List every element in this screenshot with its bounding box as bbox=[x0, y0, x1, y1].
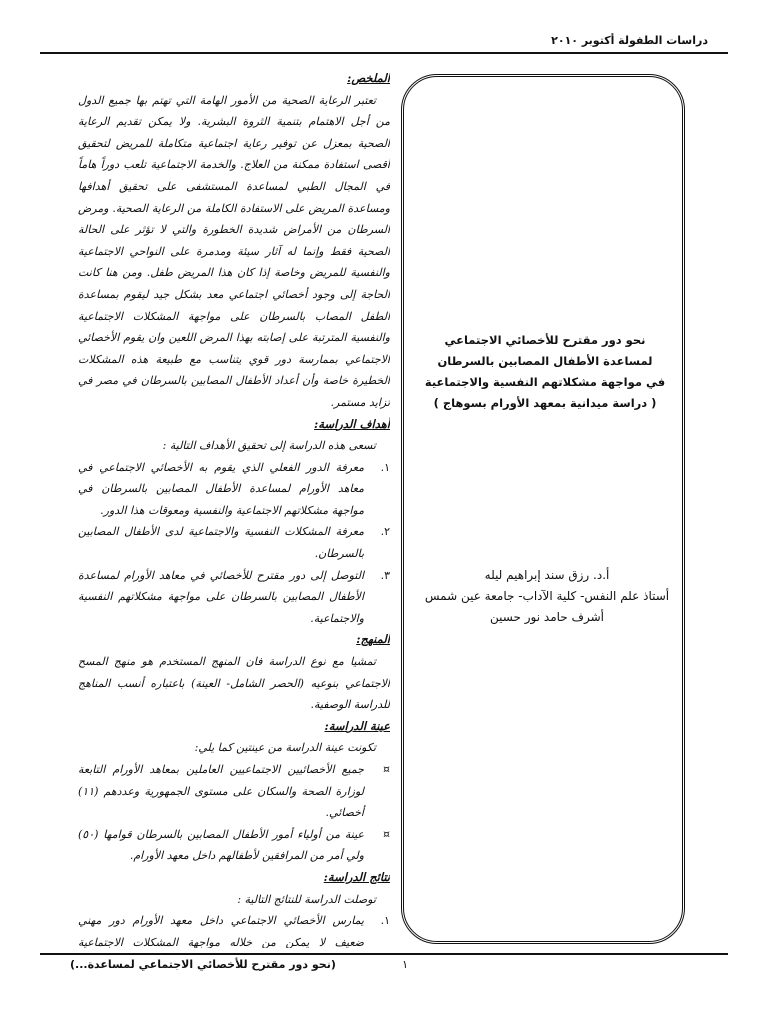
method-text: تمشيا مع نوع الدراسة فان المنهج المستخدم هو منهج المسح الاجتماعي بنوعيه (الحصر الشامل- العينة) باعتباره أنسب المناهج للدراسة الوصفية. bbox=[78, 655, 390, 712]
objectives-list bbox=[78, 457, 390, 630]
author-affiliation: أستاذ علم النفس- كلية الآداب- جامعة عين شمس bbox=[424, 589, 670, 603]
running-title: (نحو دور مقترح للأخصائي الاجتماعي لمساعدة...) bbox=[70, 958, 336, 971]
title-line: في مواجهة مشكلاتهم النفسية والاجتماعية bbox=[424, 375, 666, 389]
abstract-text: تعتبر الرعاية الصحية من الأمور الهامة التي تهتم بها جميع الدول من أجل الاهتمام بتنمية الثروة البشرية. ولا يمكن تقديم الرعاية الصحية بمعزل عن توفير رعاية اجتماعية متكاملة للمريض لتحقيق أقصى استفادة ممكنة من العلاج. والخدمة الاجتماعية تلعب دوراً هاماً في المجال الطبي لمساعدة المستشفى على تحقيق أهدافها ومساعدة المريض على الاستفادة الكاملة من الرعاية الصحية. ومرض السرطان من الأمراض شديدة الخطورة والتي لا تؤثر على الحالة الصحية فقط وإنما له آثار سيئة ومدمرة على النواحي الاجتماعية والنفسية للمريض وخاصة إذا كان هذا المريض طفل. ومن هنا كانت الحاجة إلى وجود أخصائي اجتماعي معد بشكل جيد ليقوم بمساعدة الطفل المصاب بالسرطان على مواجهة المشكلات الاجتماعية والنفسية المترتبة على إصابته بهذا المرض اللعين وان يقوم الأخصائي الاجتماعي بممارسة دور قوي يتناسب مع طبيعة هذه المشكلات الخطيرة خاصة وأن أعداد الأطفال المصابين بالسرطان في مصر في تزايد مستمر. bbox=[78, 93, 390, 409]
list-item bbox=[78, 565, 390, 630]
bullet-icon: ¤ bbox=[383, 763, 390, 776]
list-number: ٢. bbox=[380, 525, 390, 539]
title-line: ( دراسة ميدانية بمعهد الأورام بسوهاج ) bbox=[433, 396, 657, 410]
objectives-intro: تسعى هذه الدراسة إلى تحقيق الأهداف التالية : bbox=[162, 439, 376, 453]
results-intro: توصلت الدراسة للنتائج التالية : bbox=[237, 892, 376, 906]
list-number: ١. bbox=[380, 914, 390, 928]
footer-rule bbox=[40, 953, 728, 955]
results-list bbox=[78, 910, 390, 948]
list-item-text: عينة من أولياء أمور الأطفال المصابين بالسرطان قوامها (٥٠) ولي أمر من المرافقين لأطفالهم داخل معهد الأورام. bbox=[78, 827, 364, 863]
author-name: أشرف حامد نور حسين bbox=[490, 610, 604, 624]
list-item-text: يمارس الأخصائي الاجتماعي داخل معهد الأورام دور مهني ضعيف لا يمكن من خلاله مواجهة المشكلات الاجتماعية bbox=[78, 914, 364, 948]
bullet-icon: ¤ bbox=[383, 827, 390, 841]
list-number: ١. bbox=[380, 460, 390, 474]
list-item-text: التوصل إلى دور مقترح للأخصائي في معاهد الأورام لمساعدة الأطفال المصابين بالسرطان على مواجهة مشكلاتهم النفسية والاجتماعية. bbox=[78, 568, 364, 625]
page-number: ١ bbox=[402, 958, 408, 971]
list-item bbox=[78, 910, 390, 948]
study-title bbox=[420, 330, 670, 414]
title-line: نحو دور مقترح للأخصائي الاجتماعي bbox=[444, 333, 646, 347]
journal-header: دراسات الطفولة أكتوبر ٢٠١٠ bbox=[551, 34, 708, 47]
sample-heading: عينة الدراسة: bbox=[324, 718, 390, 733]
abstract-heading: الملخص: bbox=[347, 71, 390, 85]
objectives-heading: أهداف الدراسة: bbox=[314, 416, 390, 431]
list-item bbox=[78, 457, 390, 522]
list-item bbox=[78, 824, 390, 867]
title-frame bbox=[401, 74, 685, 944]
list-item bbox=[78, 521, 390, 564]
header-rule bbox=[40, 52, 728, 54]
list-number: ٣. bbox=[380, 568, 390, 582]
sample-intro: تكونت عينة الدراسة من عينتين كما يلي: bbox=[194, 741, 376, 755]
main-column bbox=[78, 68, 390, 948]
authors-block bbox=[418, 565, 676, 628]
title-line: لمساعدة الأطفال المصابين بالسرطان bbox=[437, 354, 653, 368]
list-item bbox=[78, 759, 390, 824]
results-heading: نتائج الدراسة: bbox=[323, 869, 390, 884]
method-heading: المنهج: bbox=[356, 632, 390, 647]
list-item-text: معرفة المشكلات النفسية والاجتماعية لدى الأطفال المصابين بالسرطان. bbox=[78, 525, 364, 561]
author-name: أ.د. رزق سند إبراهيم ليله bbox=[484, 568, 610, 582]
list-item-text: جميع الأخصائيين الاجتماعيين العاملين بمعاهد الأورام التابعة لوزارة الصحة والسكان على مستوى الجمهورية وعددهم (١١) أخصائي. bbox=[78, 763, 364, 820]
list-item-text: معرفة الدور الفعلي الذي يقوم به الأخصائي الاجتماعي في معاهد الأورام لمساعدة الأطفال المصابين بالسرطان في مواجهة مشكلاتهم الاجتماعية والنفسية ومعوقات هذا الدور. bbox=[78, 460, 364, 517]
sample-list bbox=[78, 759, 390, 867]
